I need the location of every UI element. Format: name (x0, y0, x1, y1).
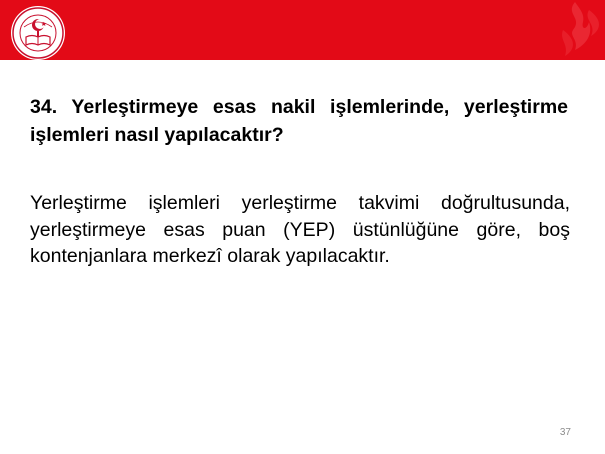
ministry-of-education-seal-icon (10, 5, 66, 60)
question-text: 34. Yerleştirmeye esas nakil işlemlerinde, yerleştirme işlemleri nasıl yapılacaktır? (30, 96, 568, 146)
answer-text: Yerleştirme işlemleri yerleştirme takvimi doğrultusunda, yerleştirmeye esas puan (YEP) üstünlüğüne göre, boş kontenjanlara merkezî olarak yapılacaktır. (30, 192, 570, 267)
flame-watermark-icon (535, 0, 605, 60)
header-bar (0, 0, 605, 60)
page-number: 37 (559, 427, 571, 438)
